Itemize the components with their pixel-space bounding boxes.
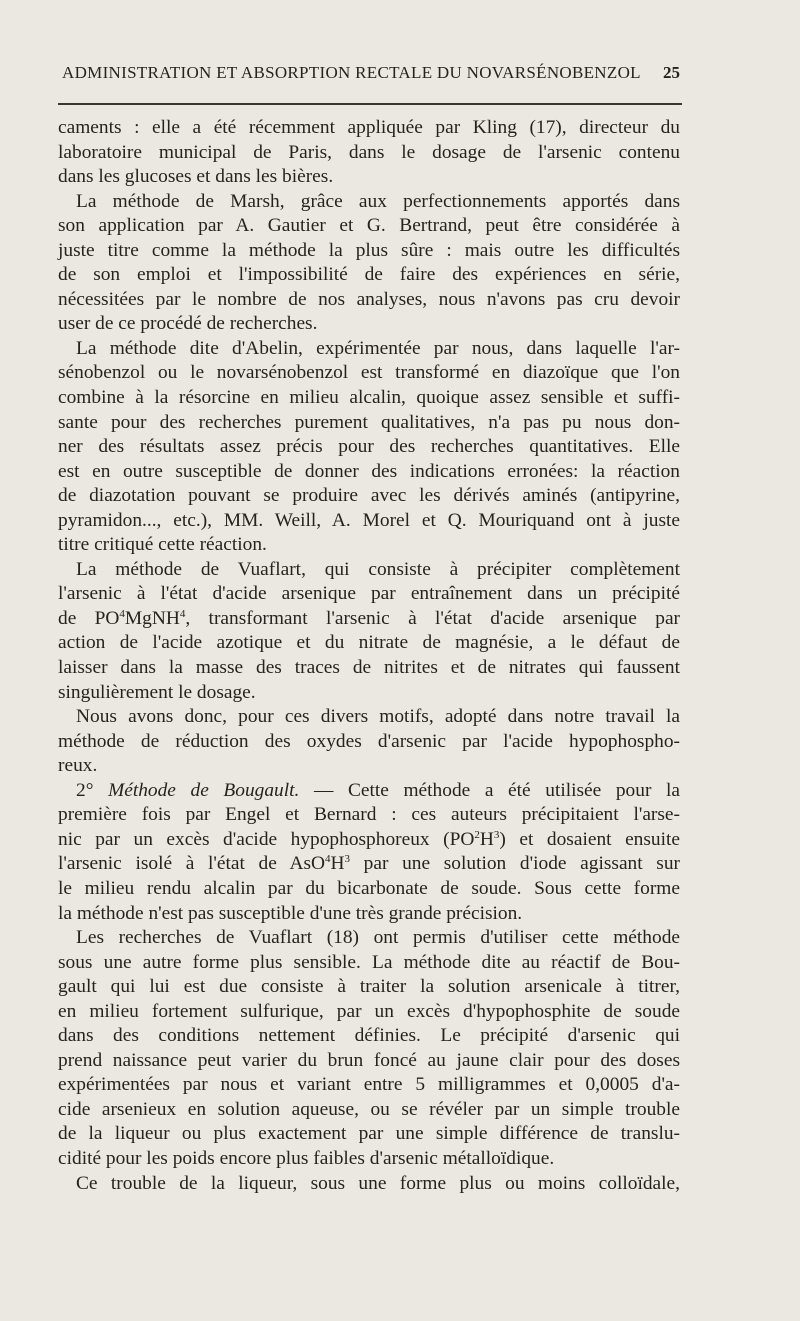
text-run: user de ce procédé de recherches.	[58, 313, 318, 335]
text-line	[58, 337, 680, 362]
text-run: son application par A. Gautier et G. Bertrand, peut être considérée à	[58, 215, 680, 237]
text-line	[58, 1049, 680, 1074]
text-run: cide arsenieux en solution aqueuse, ou se révéler par un simple trouble	[58, 1098, 680, 1120]
superscript: 3	[344, 853, 351, 866]
text-line	[58, 386, 680, 411]
text-line	[58, 779, 680, 804]
text-line	[58, 951, 680, 976]
text-run: Nous avons donc, pour ces divers motifs, adopté dans notre travail la	[76, 706, 680, 728]
text-run: H	[330, 853, 345, 875]
text-run: en milieu fortement sulfurique, par un excès d'hypophosphite de soude	[58, 1000, 680, 1022]
text-run: ner des résultats assez précis pour des recherches quantitatives. Elle	[58, 436, 680, 458]
text-run: Méthode de Bougault.	[108, 779, 300, 801]
text-run: nécessitées par le nombre de nos analyses, nous n'avons pas cru devoir	[58, 288, 680, 310]
text-line	[58, 656, 680, 681]
text-run: La méthode de Vuaflart, qui consiste à précipiter complètement	[76, 558, 680, 580]
text-run: 2°	[76, 779, 109, 801]
text-run: la méthode n'est pas susceptible d'une très grande précision.	[58, 902, 523, 924]
superscript: 4	[325, 853, 331, 866]
body-text	[58, 116, 680, 1196]
text-run: reux.	[58, 755, 98, 777]
text-run: laisser dans la masse des traces de nitrites et de nitrates qui faussent	[58, 657, 680, 679]
text-run: cidité pour les poids encore plus faibles d'arsenic métalloïdique.	[58, 1147, 555, 1169]
text-line	[58, 607, 680, 632]
text-run: de PO	[58, 607, 120, 629]
text-line	[58, 214, 680, 239]
text-line	[58, 509, 680, 534]
text-line	[58, 828, 680, 853]
text-line	[58, 852, 680, 877]
text-line	[58, 877, 680, 902]
text-line	[58, 558, 680, 583]
text-run: le milieu rendu alcalin par du bicarbonate de soude. Sous cette forme	[58, 877, 680, 899]
text-run: nic par un excès d'acide hypophosphoreux (PO	[58, 828, 475, 850]
superscript: 2	[474, 828, 480, 841]
superscript: 4	[179, 607, 186, 620]
page-number: 25	[663, 63, 680, 82]
text-line	[58, 361, 680, 386]
text-run: combine à la résorcine en milieu alcalin, quoique assez sensible et suffi-	[58, 387, 680, 409]
text-line	[58, 1172, 680, 1197]
text-run: Ce trouble de la liqueur, sous une forme plus ou moins colloïdale,	[76, 1172, 680, 1194]
text-run: par une solution d'iode agissant sur	[350, 853, 680, 875]
text-line	[58, 1024, 680, 1049]
text-run: gault qui lui est due consiste à traiter la solution arsenicale à titrer,	[58, 976, 680, 998]
text-line	[58, 288, 680, 313]
text-run: juste titre comme la méthode la plus sûre : mais outre les difficultés	[58, 239, 680, 261]
text-line	[58, 263, 680, 288]
text-line	[58, 926, 680, 951]
text-line	[58, 165, 680, 190]
text-run: laboratoire municipal de Paris, dans le dosage de l'arsenic contenu	[58, 141, 680, 163]
text-run: titre critiqué cette réaction.	[58, 534, 267, 556]
text-run: action de l'acide azotique et du nitrate de magnésie, a le défaut de	[58, 632, 680, 654]
text-line	[58, 754, 680, 779]
text-run: H	[479, 828, 494, 850]
text-line	[58, 411, 680, 436]
text-run: MgNH	[124, 607, 180, 629]
text-run: dans les glucoses et dans les bières.	[58, 166, 334, 188]
text-run: expérimentées par nous et variant entre 5 milligrammes et 0,0005 d'a-	[58, 1074, 680, 1096]
header-rule	[58, 103, 682, 105]
text-line	[58, 582, 680, 607]
text-run: caments : elle a été récemment appliquée par Kling (17), directeur du	[58, 117, 680, 138]
text-run: pyramidon..., etc.), MM. Weill, A. Morel et Q. Mouriquand ont à juste	[58, 509, 680, 531]
text-run: dans des conditions nettement définies. Le précipité d'arsenic qui	[58, 1025, 680, 1047]
text-line	[58, 705, 680, 730]
text-line	[58, 730, 680, 755]
text-line	[58, 681, 680, 706]
text-line	[58, 1098, 680, 1123]
text-line	[58, 1122, 680, 1147]
text-line	[58, 631, 680, 656]
text-run: sante pour des recherches purement qualitatives, n'a pas pu nous don-	[58, 411, 680, 433]
text-run: Les recherches de Vuaflart (18) ont permis d'utiliser cette méthode	[76, 927, 680, 949]
superscript: 3	[493, 828, 500, 841]
text-run: de son emploi et l'impossibilité de faire des expériences en série,	[58, 264, 680, 286]
text-run: , transformant l'arsenic à l'état d'acide arsenique par	[185, 607, 681, 629]
page-header	[58, 63, 682, 91]
running-title: ADMINISTRATION ET ABSORPTION RECTALE DU NOVARSÉNOBENZOL	[62, 63, 641, 82]
text-line	[58, 1147, 680, 1172]
text-line	[58, 116, 680, 141]
text-line	[58, 141, 680, 166]
text-run: méthode de réduction des oxydes d'arsenic par l'acide hypophospho-	[58, 730, 680, 752]
text-line	[58, 190, 680, 215]
text-line	[58, 484, 680, 509]
text-run: La méthode de Marsh, grâce aux perfectionnements apportés dans	[76, 190, 680, 212]
text-run: — Cette méthode a été utilisée pour la	[299, 779, 680, 801]
text-line	[58, 533, 680, 558]
text-line	[58, 239, 680, 264]
text-run: La méthode dite d'Abelin, expérimentée par nous, dans laquelle l'ar-	[76, 337, 680, 359]
superscript: 4	[119, 607, 125, 620]
text-run: singulièrement le dosage.	[58, 681, 256, 703]
text-line	[58, 803, 680, 828]
text-run: ) et dosaient ensuite	[499, 828, 680, 850]
text-run: l'arsenic isolé à l'état de AsO	[58, 853, 325, 875]
text-line	[58, 460, 680, 485]
text-line	[58, 435, 680, 460]
text-line	[58, 1073, 680, 1098]
text-line	[58, 1000, 680, 1025]
text-line	[58, 975, 680, 1000]
text-run: première fois par Engel et Bernard : ces auteurs précipitaient l'arse-	[58, 804, 680, 826]
text-run: prend naissance peut varier du brun foncé au jaune clair pour des doses	[58, 1049, 680, 1071]
text-line	[58, 902, 680, 927]
text-run: l'arsenic à l'état d'acide arsenique par entraînement dans un précipité	[58, 583, 680, 605]
text-run: est en outre susceptible de donner des indications erronées: la réaction	[58, 460, 680, 482]
text-run: de la liqueur ou plus exactement par une simple différence de translu-	[58, 1123, 680, 1145]
text-run: sous une autre forme plus sensible. La méthode dite au réactif de Bou-	[58, 951, 680, 973]
text-line	[58, 312, 680, 337]
text-run: de diazotation pouvant se produire avec les dérivés aminés (antipyrine,	[58, 485, 680, 507]
text-run: sénobenzol ou le novarsénobenzol est transformé en diazoïque que l'on	[58, 362, 680, 384]
